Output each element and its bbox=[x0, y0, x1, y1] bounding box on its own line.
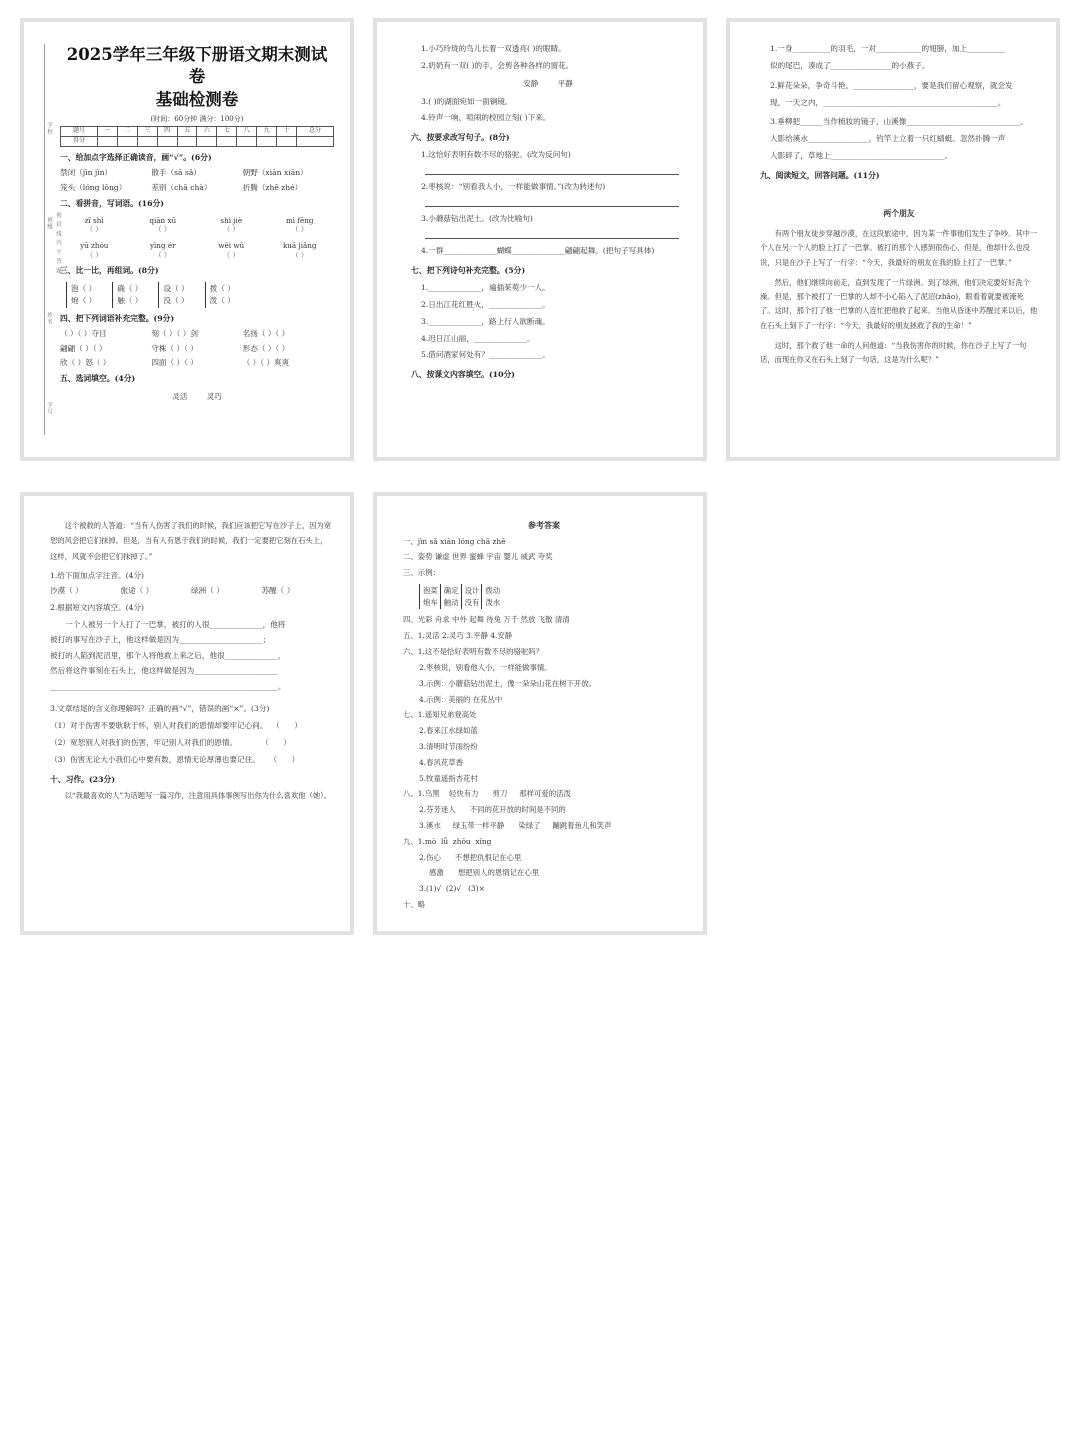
compare-item: 拨（ ） bbox=[209, 283, 235, 293]
score-header-cell: 八 bbox=[237, 126, 257, 136]
s1-item: 差别（chā chà） bbox=[151, 182, 212, 192]
rewrite-question: 3.小蘑菇钻出泥土。(改为比喻句) bbox=[421, 214, 533, 224]
section-4-row bbox=[60, 358, 334, 368]
poem-item: 4.迟日江山丽，______________。 bbox=[421, 333, 535, 343]
compare-item: 触动 bbox=[443, 597, 459, 607]
score-cell[interactable] bbox=[117, 136, 137, 146]
answer-brackets bbox=[60, 225, 334, 234]
compare-item: 拨动 bbox=[485, 586, 501, 596]
score-header-cell: 九 bbox=[257, 126, 277, 136]
question-3: 3.文章结尾的含义你理解吗？正确的画“√”，错误的画“×”。(3分) bbox=[50, 704, 270, 714]
score-row-label: 得分 bbox=[61, 136, 98, 146]
essay-prompt: 以“我最喜欢的人”为话题写一篇习作，注意用具体事例写出你为什么喜欢他（她）。 bbox=[64, 790, 332, 800]
score-header-cell: 二 bbox=[117, 126, 137, 136]
s1-item: 笼头（lóng lǒng） bbox=[60, 182, 127, 192]
section-4-row bbox=[60, 344, 334, 354]
pinyin: shì jiè bbox=[220, 215, 243, 225]
score-table bbox=[60, 126, 334, 147]
compare-item: 泡（ ） bbox=[71, 283, 97, 293]
section-10-heading: 十、习作。(23分) bbox=[50, 774, 116, 784]
pinyin: kuā jiǎng bbox=[282, 241, 317, 251]
s1-item: 折腾（zhē zhé） bbox=[242, 182, 303, 192]
side-label-school: 学校 bbox=[46, 122, 52, 135]
answer-line: 2.枣核说，别看他人小，一样能做事情。 bbox=[419, 662, 552, 672]
fill-line: 1.一身__________的羽毛，一对____________的翅膀，加上__________ bbox=[770, 44, 1006, 53]
pinyin-row bbox=[60, 216, 334, 225]
rewrite-question: 4.一群______________蝴蝶______________翩翩起舞。(把句子写具体) bbox=[421, 246, 655, 255]
pinyin: qiān xū bbox=[149, 215, 177, 225]
answer-blank[interactable]: （ ） bbox=[291, 225, 308, 234]
fill-question: 4.铃声一响，喧闹的校园立刻( )下来。 bbox=[421, 113, 551, 123]
section-1-heading: 一、给加点字选择正确读音，画“√”。(6分) bbox=[60, 152, 212, 162]
phonetic-item: 苏醒（ ） bbox=[261, 585, 295, 595]
answer-line: 三、示例： bbox=[403, 568, 440, 578]
exam-title: 2025学年三年级下册语文期末测试卷 bbox=[66, 45, 328, 87]
compare-item: 泡菜 bbox=[423, 586, 438, 596]
answer-line: 2.春来江水绿如蓝 bbox=[419, 726, 478, 736]
answer-blank[interactable]: （ ） bbox=[223, 250, 240, 259]
pinyin: wēi wǔ bbox=[218, 241, 245, 251]
score-cell[interactable] bbox=[257, 136, 277, 146]
s4-item: （ ）（ ）夺目 bbox=[60, 328, 107, 338]
poem-item: 1.______________，遍插茱萸少一人。 bbox=[421, 282, 550, 292]
question-2-fill-cont bbox=[50, 632, 332, 694]
exam-page-1 bbox=[20, 18, 354, 461]
s4-item: （ ）（ ）爽爽 bbox=[242, 358, 290, 368]
section-7-heading: 七、把下列诗句补充完整。(5分) bbox=[411, 265, 526, 275]
compare-item: 确（ ） bbox=[117, 283, 143, 293]
phonetic-row bbox=[50, 586, 332, 596]
compare-item: 没（ ） bbox=[163, 295, 189, 305]
phonetic-item: 沙漠（ ） bbox=[50, 585, 83, 595]
rewrite-question: 1.这恰好表明有数不尽的骆驼。(改为反问句) bbox=[421, 150, 571, 160]
answer-blank[interactable]: （ ） bbox=[154, 250, 171, 259]
fill-line: 被打的事写在沙子上，他这样做是因为______________________； bbox=[50, 635, 271, 645]
side-label-name: 姓名 bbox=[46, 312, 52, 325]
answer-line: 感激 想把别人的恩情记在心里 bbox=[429, 868, 540, 878]
answer-line: 4.春风花草香 bbox=[419, 757, 464, 767]
judge-item: （1）对于伤害不要耿耿于怀，别人对我们的恩情却要牢记心间。 （ ） bbox=[50, 721, 302, 731]
exam-page-2 bbox=[373, 18, 707, 461]
score-header-cell: 七 bbox=[217, 126, 237, 136]
score-cell[interactable] bbox=[197, 136, 217, 146]
word-choices: 灵活 灵巧 bbox=[172, 392, 222, 402]
answer-key-title: 参考答案 bbox=[528, 520, 560, 530]
answer-line: 2.伤心 不想把仇恨记在心里 bbox=[419, 852, 522, 862]
fill-line: 然后将这件事刻在石头上，他这样做是因为______________________ bbox=[50, 666, 278, 676]
fill-line: 被打的人陷到泥沼里，那个人将他救上来之后，他很______________， bbox=[50, 650, 286, 660]
score-cell[interactable] bbox=[177, 136, 197, 146]
exam-page-3 bbox=[726, 18, 1060, 461]
pinyin-row bbox=[60, 241, 334, 250]
answer-key-page bbox=[373, 492, 707, 935]
compare-item: 触（ ） bbox=[117, 295, 143, 305]
fill-line: 人影给溪水________________，钓竿上立着一只红蜻蜓。忽然扑腾一声 bbox=[770, 134, 1006, 144]
pinyin: yīng ér bbox=[149, 241, 176, 251]
fill-line: 一个人被另一个人打了一巴掌，被打的人很______________，他将 bbox=[65, 619, 286, 629]
section-8-heading: 八、按课文内容填空。(10分) bbox=[411, 370, 515, 380]
compare-item: 炮车 bbox=[423, 597, 438, 607]
compare-item: 设计 bbox=[464, 586, 480, 596]
poem-item: 3.______________，路上行人欲断魂。 bbox=[421, 316, 550, 326]
answer-line: 四、光彩 舟求 中外 起舞 待兔 万千 然放 飞散 清清 bbox=[403, 615, 570, 625]
score-cell[interactable] bbox=[217, 136, 237, 146]
compare-pair bbox=[66, 282, 96, 308]
score-cell[interactable] bbox=[157, 136, 177, 146]
answer-line: 4.示例：美丽的 在花丛中 bbox=[419, 694, 503, 704]
s1-item: 散手（sā sǎ） bbox=[151, 168, 201, 178]
passage-paragraph: 然后，他们继续向前走，直到发现了一片绿洲。到了绿洲，他们决定要好好洗个澡。但是，那个被打了一巴掌的人却不小心陷入了泥沼(zhǎo)，眼看着就要被淹死了。这时，那个打了他一巴掌的人连忙把他救了起来。当他从昏迷中苏醒过来以后，他在石头上刻下了一行字：“今天，我最好的朋友拯救了我的生命！” bbox=[760, 277, 1038, 330]
answer-line: 五、1.灵活 2.灵巧 3.平静 4.安静 bbox=[403, 631, 513, 641]
fill-line: ____________________________________________________________。 bbox=[50, 681, 286, 691]
answer-line: 二、姿势 谦虚 世界 蜜蜂 宇宙 婴儿 威武 夸奖 bbox=[403, 552, 553, 562]
compare-item: 确定 bbox=[443, 586, 459, 596]
compare-pair bbox=[419, 584, 438, 609]
score-header-cell: 三 bbox=[137, 126, 157, 136]
s4-item: 名扬（ ）（ ） bbox=[242, 328, 290, 338]
binding-line bbox=[44, 44, 45, 435]
fill-question: 1.小巧玲珑的鸟儿长着一双透亮( )的眼睛。 bbox=[421, 44, 566, 53]
compare-item: 泼水 bbox=[485, 597, 501, 607]
score-cell[interactable] bbox=[237, 136, 257, 146]
answer-blank[interactable]: （ ） bbox=[291, 250, 308, 259]
answer-line: 3.(1)√ (2)√ (3)× bbox=[419, 884, 485, 894]
section-3-heading: 三、比一比，再组词。(8分) bbox=[60, 265, 159, 275]
section-9-heading: 九、阅读短文，回答问题。(11分) bbox=[760, 171, 880, 181]
score-header-cell: 十 bbox=[277, 126, 297, 136]
section-1-row bbox=[60, 168, 334, 178]
score-header-cell: 五 bbox=[177, 126, 197, 136]
score-header-cell: 六 bbox=[197, 126, 217, 136]
fill-line: 人影碎了，草地上______________________________。 bbox=[770, 151, 953, 161]
answer-line: 十、略 bbox=[403, 900, 426, 910]
answer-line: 六、1.这不是恰好表明有数不尽的骆驼吗？ bbox=[403, 647, 544, 657]
score-cell[interactable] bbox=[277, 136, 297, 146]
answer-line: 九、1.mò lǚ zhōu xǐng bbox=[403, 836, 492, 846]
word-choices: 安静 平静 bbox=[523, 78, 573, 88]
phonetic-item: 旅途（ ） bbox=[120, 585, 154, 595]
score-header-cell: 题号 bbox=[61, 126, 98, 136]
score-cell[interactable] bbox=[137, 136, 157, 146]
compare-grid bbox=[66, 282, 334, 308]
compare-pair bbox=[158, 282, 188, 308]
section-4-row bbox=[60, 329, 334, 339]
s4-item: 刻（ ）（ ）剑 bbox=[151, 328, 198, 338]
compare-item: 泼（ ） bbox=[209, 295, 235, 305]
answer-line: 七、1.遥知兄弟登高处 bbox=[403, 710, 477, 720]
section-5-heading: 五、选词填空。(4分) bbox=[60, 374, 136, 384]
answer-blank[interactable]: （ ） bbox=[223, 225, 240, 234]
fill-question: 2.奶奶有一双( )的手，会剪各种各样的窗花。 bbox=[421, 60, 574, 70]
fill-question: 3.( )的湖面宛如一面铜镜。 bbox=[421, 96, 513, 106]
passage-paragraph: 这时，那个救了他一命的人问他道：“当我伤害你的时候，你在沙子上写了一句话，而现在你又在石头上刻了一句话，这是为什么呢？” bbox=[760, 340, 1027, 365]
question-2-fill bbox=[50, 617, 332, 633]
score-header-cell: 总分 bbox=[297, 126, 334, 136]
judge-item: （2）宽恕别人对我们的伤害，牢记别人对我们的恩情。 （ ） bbox=[50, 738, 291, 748]
s4-item: 形态（ ）（ ） bbox=[242, 343, 290, 353]
pinyin: zī shì bbox=[84, 215, 104, 225]
s1-item: 朝野（xiān xiān） bbox=[242, 168, 308, 178]
score-header-cell: 一 bbox=[97, 126, 117, 136]
fill-line: 2.鲜花朵朵，争奇斗艳，________________，要是我们留心观察，就会发 bbox=[770, 80, 1013, 90]
s4-item: 翩翩（ ）（ ） bbox=[60, 343, 107, 353]
section-4-heading: 四、把下列词语补充完整。(9分) bbox=[60, 313, 175, 323]
question-2: 2.根据短文内容填空。(4分) bbox=[50, 602, 144, 612]
side-label-class: 班级 bbox=[46, 217, 52, 230]
pinyin: mì fēng bbox=[285, 215, 314, 225]
answer-compare-grid bbox=[419, 584, 685, 609]
poem-item: 5.借问酒家何处有？______________。 bbox=[421, 350, 550, 360]
answer-line[interactable] bbox=[425, 164, 679, 175]
compare-pair bbox=[112, 282, 142, 308]
section-2-heading: 二、看拼音，写词语。(16分) bbox=[60, 198, 164, 208]
compare-pair bbox=[461, 584, 480, 609]
judge-item: （3）伤害无论大小我们心中要有数，恩情无论厚薄也要记住。 （ ） bbox=[50, 754, 300, 764]
answer-line: 3.溪水 绿玉带一样平静 染绿了 蹦跳着鱼儿和笑声 bbox=[419, 821, 612, 831]
answer-line[interactable] bbox=[425, 196, 679, 207]
answer-brackets bbox=[60, 251, 334, 260]
answer-line: 3.示例：小蘑菇钻出泥土，像一朵朵山花在树下开放。 bbox=[419, 678, 597, 688]
phonetic-item: 绿洲（ ） bbox=[191, 585, 224, 595]
answer-blank[interactable]: （ ） bbox=[86, 225, 103, 234]
fill-line: 现，一天之内，______________________________________________。 bbox=[770, 97, 1006, 107]
pinyin: yū zhòu bbox=[80, 241, 109, 251]
answer-blank[interactable]: （ ） bbox=[154, 225, 171, 234]
poem-item: 2.日出江花红胜火，______________。 bbox=[421, 299, 550, 309]
answer-line: 2.芬芳迷人 不同的花开放的时间是不同的 bbox=[419, 805, 566, 815]
score-header-cell: 四 bbox=[157, 126, 177, 136]
compare-item: 炮（ ） bbox=[71, 295, 97, 305]
answer-blank[interactable]: （ ） bbox=[86, 250, 103, 259]
answer-line: 5.牧童遥指杏花村 bbox=[419, 773, 478, 783]
s4-item: 守株（ ）（ ） bbox=[151, 343, 198, 353]
fill-line: 3.垂柳把______当作梳妆的镜子，山溪像______________________________。 bbox=[770, 117, 1028, 127]
compare-item: 没有 bbox=[464, 597, 480, 607]
s4-item: 欣（ ）怒（ ） bbox=[60, 358, 111, 368]
answer-line: 3.清明时节雨纷纷 bbox=[419, 741, 478, 751]
answer-line: 八、1.乌黑 轻快有力 剪刀 那样可爱的活泼 bbox=[403, 789, 571, 799]
fill-line: 似的尾巴，凑成了________________的小燕子。 bbox=[770, 60, 930, 70]
section-1-row bbox=[60, 183, 334, 193]
passage-title: 两个朋友 bbox=[883, 209, 915, 219]
passage-paragraph: 有两个朋友徒步穿越沙漠，在这段旅途中，因为某一件事他们发生了争吵。其中一个人在另一个人的脸上打了一巴掌。被打的那个人感到很伤心，但是，他却什么也没说，只是在沙子上写了一行字：“今天，我最好的朋友在我的脸上打了一巴掌。” bbox=[760, 229, 1038, 267]
s1-item: 禁闭（jīn jìn） bbox=[60, 168, 113, 178]
rewrite-question: 2.枣核说：“别看我人小，一样能做事情。”(改为转述句) bbox=[421, 182, 606, 192]
s4-item: 四面（ ）（ ） bbox=[151, 358, 198, 368]
exam-subtitle: 基础检测卷 bbox=[155, 89, 239, 109]
exam-meta: (时间：60分钟 满分：100分) bbox=[150, 114, 244, 123]
answer-line[interactable] bbox=[425, 228, 679, 239]
compare-pair bbox=[440, 584, 459, 609]
exam-page-4 bbox=[20, 492, 354, 935]
binding-notice: 密 封 线 内 不 答 题 bbox=[55, 212, 61, 274]
question-1: 1.给下面加点字注音。(4分) bbox=[50, 570, 144, 580]
compare-pair bbox=[205, 282, 235, 308]
score-cell[interactable] bbox=[297, 136, 334, 146]
compare-pair bbox=[481, 584, 500, 609]
side-label-number: 学号 bbox=[46, 402, 52, 415]
answer-line: 一、jìn sǎ xiān lóng chā zhē bbox=[403, 536, 506, 546]
score-cell[interactable] bbox=[97, 136, 117, 146]
passage-paragraph: 这个被救的人答道：“当有人伤害了我们的时候，我们应该把它写在沙子上，因为宽恕的风会把它们抹掉。但是，当有人有恩于我们的时候，我们一定要把它刻在石头上，这样，风就不会把它们抹掉了。” bbox=[50, 521, 332, 561]
section-6-heading: 六、按要求改写句子。(8分) bbox=[411, 133, 510, 143]
compare-item: 设（ ） bbox=[163, 283, 189, 293]
